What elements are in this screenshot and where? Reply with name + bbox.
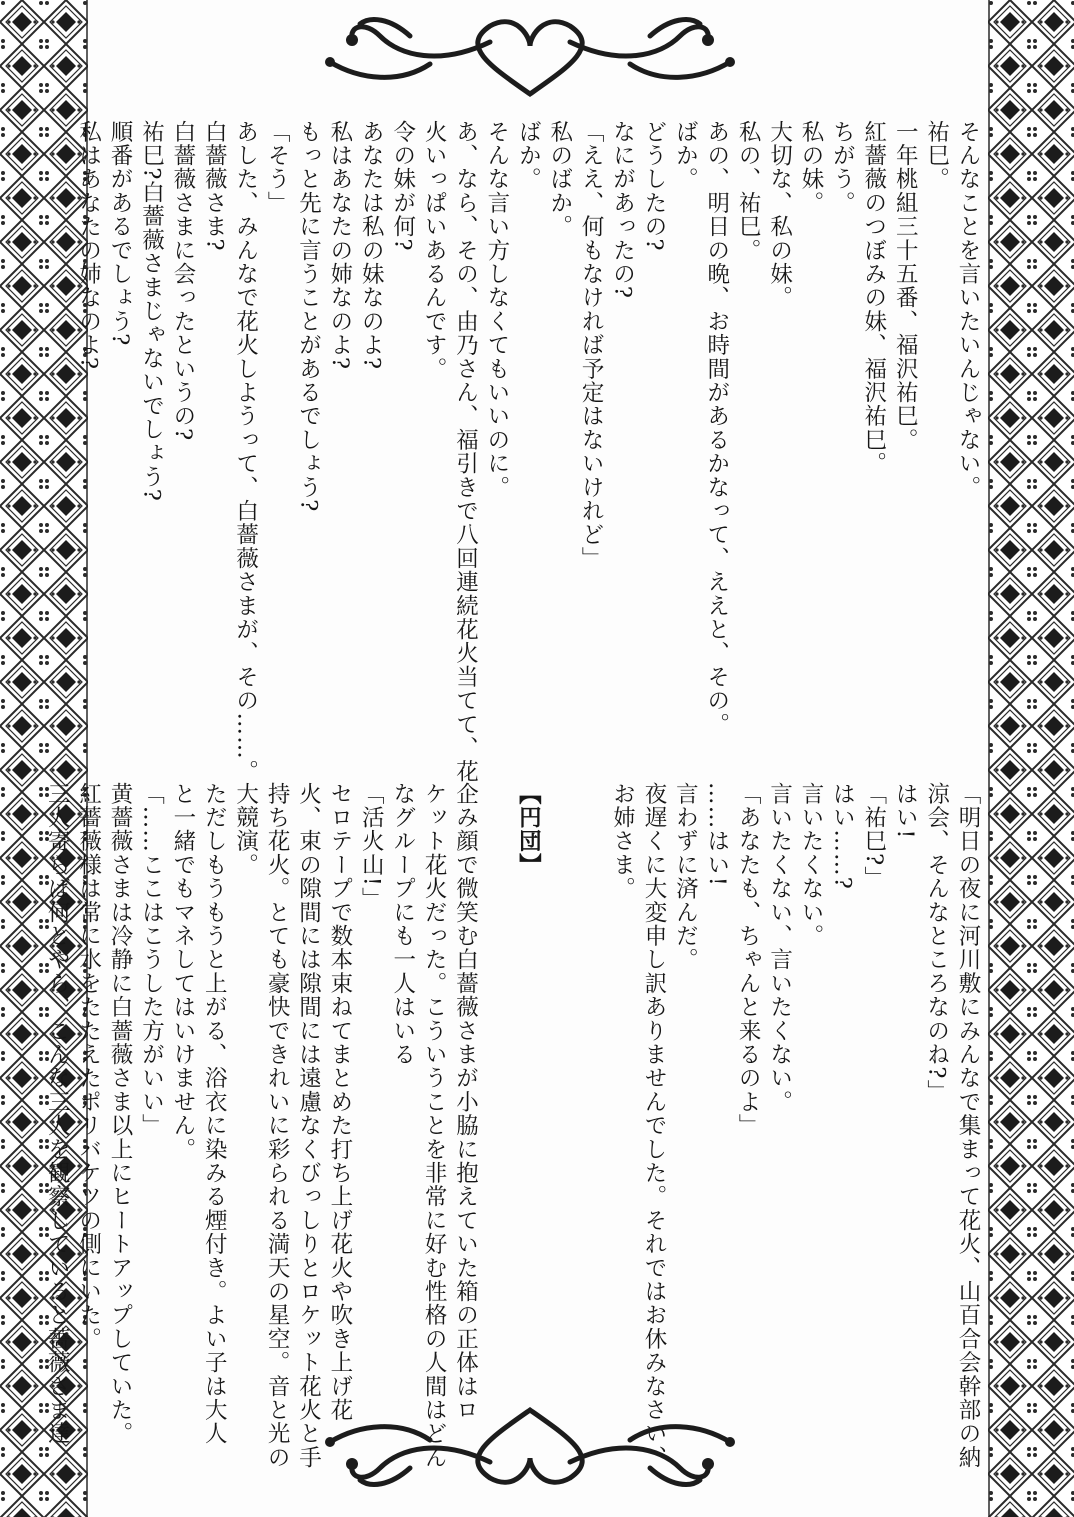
- text-line: 紅薔薇様は常に水をたたえたポリバケツの側にいた。: [75, 782, 102, 1351]
- text-line: 「そう」: [264, 120, 291, 215]
- text-line: 「ええ、何もなければ予定はないけれど」: [578, 120, 605, 571]
- text-line: 一年桃組三十五番、福沢祐巳。: [892, 120, 919, 452]
- text-line: ばか。: [672, 120, 699, 192]
- text-line: [543, 782, 574, 1422]
- text-line: 言いたくない。: [797, 782, 824, 948]
- text-line: どうしたの?: [640, 120, 667, 252]
- section-heading: 【円団】: [515, 782, 542, 877]
- text-line: [575, 782, 606, 1422]
- text-line: 「活火山!」: [358, 782, 385, 911]
- text-line: もっと先に言うことがあるでしょう?: [295, 120, 322, 513]
- text-line: そんなことを言いたいんじゃない。: [955, 120, 981, 500]
- text-line: あ、なら、その、由乃さん、福引きで八回連続花火当てて、花: [452, 120, 479, 784]
- text-line: 私はあなたの姉なのよ?: [75, 120, 102, 371]
- text-line: 火、束の隙間には隙間には遠慮なくびっしりとロケット花火と手: [295, 782, 322, 1470]
- text-line: なグループにも一人はいる: [389, 782, 416, 1067]
- text-line: 祐巳?白薔薇さまじゃないでしょう?: [138, 120, 165, 503]
- text-line: 火いっぱいあるんです。: [421, 120, 448, 381]
- text-line: 「明日の夜に河川敷にみんなで集まって花火、山百合会幹部の納: [955, 782, 981, 1470]
- text-line: 夜遅くに大変申し訳ありませんでした。それではお休みなさい、: [640, 782, 667, 1470]
- text-line: 令の妹が何?: [389, 120, 416, 252]
- text-line: 黄薔薇さまは冷静に白薔薇さま以上にヒートアップしていた。: [107, 782, 134, 1446]
- text-line: 白薔薇さま?: [201, 120, 228, 252]
- text-line: 紅薔薇のつぼみの妹、福沢祐巳。: [860, 120, 887, 476]
- text-line: 涼会、そんなところなのね?」: [923, 782, 950, 1104]
- text-line: ばか。: [515, 120, 542, 192]
- text-line: 「……ここはこうした方がいい」: [138, 782, 165, 1138]
- text-line: お姉さま。: [609, 782, 636, 901]
- lower-text-block: [44, 782, 983, 1470]
- text-line: 祐巳。: [923, 120, 950, 192]
- text-line: 私の、祐巳。: [735, 120, 762, 263]
- text-line: ……はい!: [703, 782, 730, 888]
- text-line: 大競演。: [232, 782, 259, 877]
- text-line: 白薔薇さまに会ったというの?: [169, 120, 196, 442]
- text-line: 私のばか。: [546, 120, 573, 239]
- text-line: そんな言い方しなくてもいいのに。: [483, 120, 510, 500]
- text-line: [481, 782, 512, 1422]
- text-line: 持ち花火。とても豪快できれいに彩られる満天の星空。音と光の: [264, 782, 291, 1470]
- text-line: ただしもうもうと上がる、浴衣に染みる煙付き。よい子は大人: [201, 782, 228, 1446]
- text-line: ちがう。: [829, 120, 856, 215]
- text-line: 大切な、私の妹。: [766, 120, 793, 310]
- bottom-flourish-ornament: [290, 1402, 770, 1514]
- text-line: 三人寄らば何とやら、こんな三人を観察していると薔薇さま達: [44, 782, 71, 1446]
- text-line: と一緒でもマネしてはいけません。: [169, 782, 196, 1162]
- text-line: ケット花火だった。こういうことを非常に好む性格の人間はどん: [421, 782, 448, 1470]
- text-line: あなたは私の妹なのよ?: [358, 120, 385, 371]
- text-line: あした、みんなで花火しようって、白薔薇さまが、その……。: [232, 120, 259, 784]
- text-line: なにがあったの?: [609, 120, 636, 300]
- text-line: あの、明日の晩、お時間があるかなって、ええと、その。: [703, 120, 730, 737]
- top-flourish-ornament: [290, 6, 770, 102]
- text-line: 企み顔で微笑む白薔薇さまが小脇に抱えていた箱の正体はロ: [452, 782, 479, 1422]
- text-line: 順番があるでしょう?: [107, 120, 134, 347]
- text-line: 「祐巳?」: [860, 782, 887, 891]
- text-line: はい……?: [829, 782, 856, 891]
- text-line: セロテープで数本束ねてまとめた打ち上げ花火や吹き上げ花: [326, 782, 353, 1422]
- text-line: 私の妹。: [797, 120, 824, 215]
- text-line: 「あなたも、ちゃんと来るのよ」: [735, 782, 762, 1138]
- text-line: 言いたくない、言いたくない。: [766, 782, 793, 1114]
- upper-text-block: [75, 120, 983, 784]
- text-line: 言わずに済んだ。: [672, 782, 699, 972]
- right-lattice-border: [988, 0, 1074, 1517]
- text-line: 私はあなたの姉なのよ?: [326, 120, 353, 371]
- text-line: はい!: [892, 782, 919, 840]
